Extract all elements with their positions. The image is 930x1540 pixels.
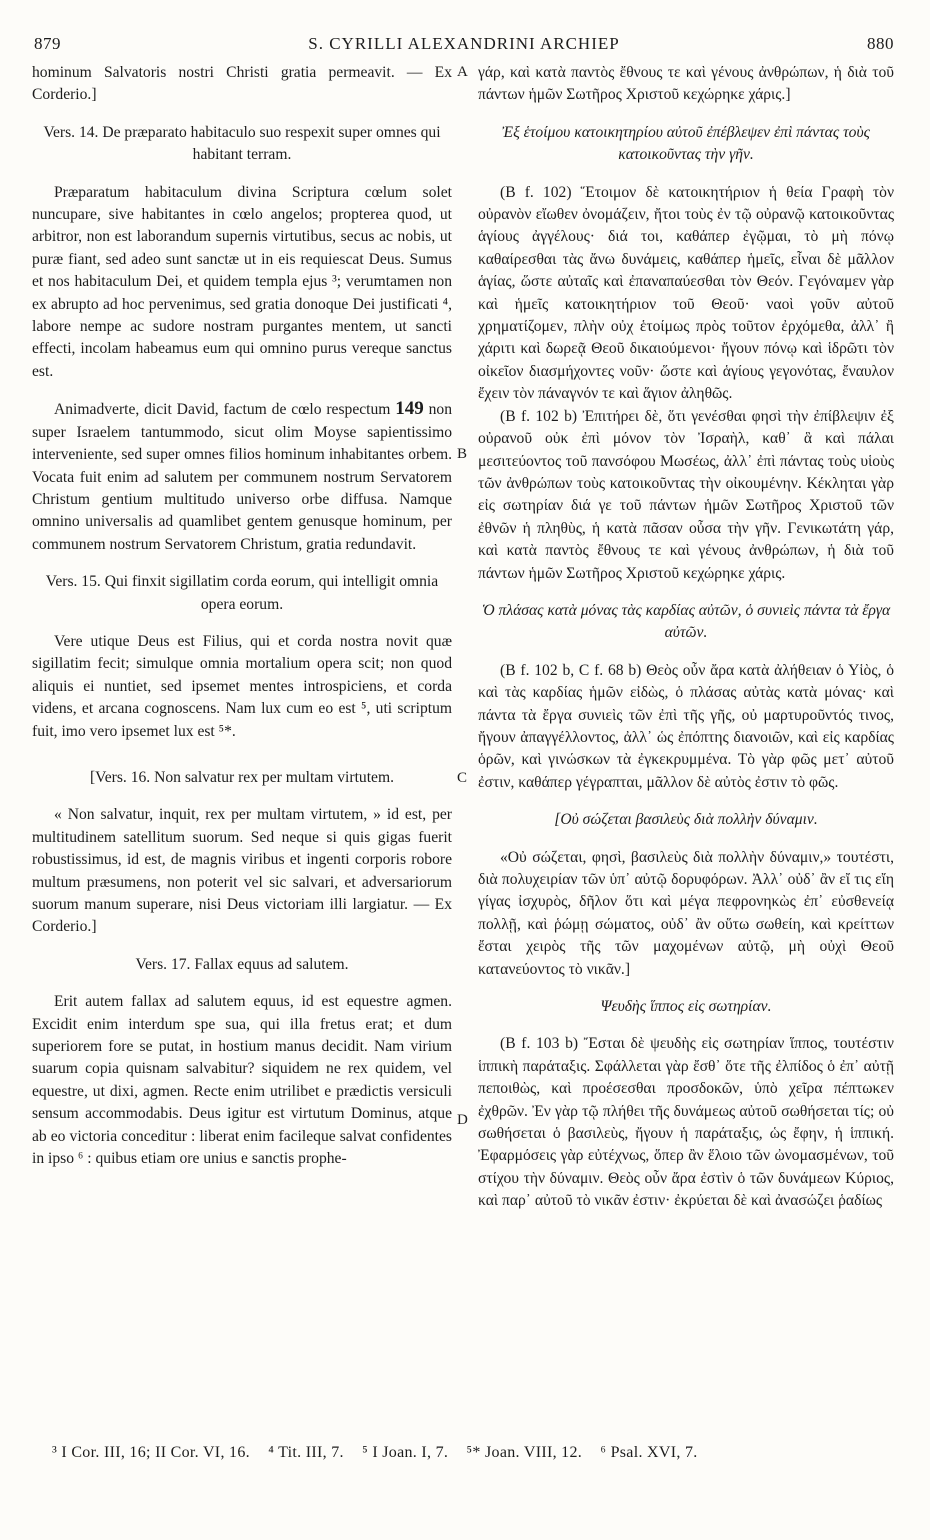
section-marker-b: B [457, 446, 468, 462]
page-number-right: 880 [867, 34, 894, 53]
greek-verse-16-heading: [Οὐ σώζεται βασιλεὺς διὰ πολλὴν δύναμιν. [554, 811, 818, 829]
section-marker-c: C [457, 770, 468, 786]
greek-paragraph-3: (B f. 102 b, C f. 68 b) Θεὸς οὖν ἄρα κατὰ ἀλήθειαν ὁ Υἱὸς, ὁ καὶ τὰς καρδίας ἡμῶν εἰδὼς, ὁ πλάσας αὐτὰς κατὰ μόνας· καὶ πάντα τὰ ἔργα συνιεὶς τῶν ἐπὶ τῆς γῆς, οὐ μαρτυροῦντός τινος, ἤγουν ἀπαγγέλλοντος, ἀλλ᾽ ὡς ἐπόπτης διανοιῶν, καὶ εἰς καρδίας ὁρῶν, καὶ γινώσκων τὰ ἐγκεκρυμμένα. Τὸ γὰρ φῶς μετ᾽ αὐτοῦ ἐστιν, καθάπερ γέγραπται, μᾶλλον δὲ αὐτὸς ἐστιν τὸ φῶς. [478, 661, 894, 791]
latin-paragraph-4: « Non salvatur, inquit, rex per multam virtutem, » id est, per multitudinem satellitum suorum. Sed neque si quis gigas fuerit robustissimus, id est, de magnis viribus et ingenti corporis robore multum præsumens, non poterit vel sic salvari, et adversariorum suorum manum superare, nisi Deus victoriam illi largiatur. — Ex Corderio.] [32, 806, 452, 936]
section-marker-d: D [457, 1112, 468, 1128]
greek-verse-17-heading: Ψευδὴς ἵππος εἰς σωτηρίαν. [600, 998, 772, 1016]
footnote-4: ⁴ Tit. III, 7. [268, 1444, 344, 1461]
greek-paragraph-1: (B f. 102) Ἕτοιμον δὲ κατοικητήριον ἡ θεία Γραφὴ τὸν οὐρανὸν εἴωθεν ὀνομάζειν, ἤτοι τοὺς ἐν τῷ οὐρανῷ κατοικοῦντας ἁγίους ἀγγέλους· διά τοι, καθάπερ ἐγῷμαι, τὸ μὴ πόνῳ καθαίρεσθαι τὰς ἄνω δυνάμεις, καθάπερ ἡμεῖς, εἶναι δὲ μᾶλλον ἁγίας, ὥστε αὐταῖς καὶ ἐπαναπαύεσθαι τὸν Θεόν. Γεγόναμεν γὰρ καὶ ἡμεῖς κατοικητήριον τοῦ Θεοῦ· ναοὶ γοῦν αὐτοῦ χρηματίζομεν, πλὴν οὐχ ἑτοίμως πρὸς τοῦτον ἐρχόμεθα, ἀλλ᾽ ἢ χάριτι καὶ δωρεᾷ Θεοῦ δικαιούμενοι· ἤγουν πόνῳ καὶ ἱδρῶτι τὸν οἰκεῖον διασμήχοντες νοῦν· ὥστε καὶ ἁγίους γεγονότας, ἔναυλον ἔχειν τὸν πάναγνόν τε καὶ ἅγιον ἀληθῶς. [478, 183, 894, 403]
latin-paragraph-2b: non super Israelem tantummodo, sicut olim Moyse sapientissimo interveniente, sed super omnes filios hominum inhabitantes orbem. Vocata fuit enim ad salutem per communem nostrum Servatorem Christum gentium multitudo universo orbe diffusa. Namque omnino universalis ad quamlibet gentem genusque hominum, per communem nostrum Servatorem Christum, gratia redundavit. [32, 401, 452, 553]
latin-verse-17-heading: Vers. 17. Fallax equus ad salutem. [135, 955, 349, 973]
greek-verse-15-heading: Ὁ πλάσας κατὰ μόνας τὰς καρδίας αὐτῶν, ὁ συνιεὶς πάντα τὰ ἔργα αὐτῶν. [481, 601, 891, 642]
greek-paragraph-0: γάρ, καὶ κατὰ παντὸς ἔθνους τε καὶ γένους ἀνθρώπων, ἡ διὰ τοῦ πάντων ἡμῶν Σωτῆρος Χριστοῦ κεχώρηκε χάρις.] [478, 64, 894, 104]
greek-paragraph-2: (B f. 102 b) Ἐπιτήρει δὲ, ὅτι γενέσθαι φησὶ τὴν ἐπίβλεψιν ἐξ οὐρανοῦ οὐκ ἐπὶ μόνον τὸν Ἰσραὴλ, καθ᾽ ἃ καὶ πάλαι μεσιτεύοντος τοῦ πανσόφου Μωσέως, ἀλλ᾽ ἐπὶ πάντας τοὺς υἱοὺς τῶν ἀνθρώπων τοὺς κατοικοῦντας τὴν οἰκουμένην. Κέκληται γὰρ εἰς σωτηρίαν διά γε τοῦ πάντων ἡμῶν Σωτῆρος Χριστοῦ τῶν ἐθνῶν ἡ πληθὺς, ἡ κατὰ πᾶσαν οὖσα τὴν γῆν. Γενικωτάτη γάρ, καὶ κατὰ παντὸς ἔθνους τε καὶ γένους ἀνθρώπων, ἡ διὰ τοῦ πάντων ἡμῶν Σωτῆρος Χριστοῦ κεχώρηκε χάρις. [478, 407, 894, 582]
footnote-6: ⁶ Psal. XVI, 7. [600, 1444, 698, 1461]
latin-verse-16-heading: [Vers. 16. Non salvatur rex per multam virtutem. [89, 768, 394, 786]
running-header [34, 34, 894, 58]
margin-page-number: 149 [395, 398, 424, 420]
footnotes [52, 1444, 712, 1462]
footnote-5: ⁵ I Joan. I, 7. [362, 1444, 449, 1461]
latin-paragraph-1: Præparatum habitaculum divina Scriptura cœlum solet nuncupare, sive habitantes in cœlo angelos; propterea quod, ut arbitror, non est laborandum supernis virtutibus, secus ac nobis, ut puræ fiant, sed adeo sunt sanctæ ut in eis requiescat Deus. Sumus et nos habitaculum Dei, et quidem templa ejus ³; verumtamen non ex abrupto ad hoc pervenimus, sed gratia donoque Dei justificati ⁴, labore nempe ac sudore nostram purgantes mentem, ut sancti effecti, incolam habeamus eum qui omnino purus vereque sanctus est. [32, 183, 452, 380]
latin-paragraph-5: Erit autem fallax ad salutem equus, id est equestre agmen. Excidit enim interdum spe sua, qui illa fretus erat; et dum superiorem fore se putat, in hostium manus decidit. Nam virium suarum copia quisnam salvabitur? siquidem ne rex quidem, vel equestre, ut dixi, agmen. Recte enim utrilibet e prædictis versiculi sensum accommodabis. Deus igitur est virtutum Dominus, atque ab eo victoria conceditur : liberat enim facileque salvat confidentes in ipso ⁶ : quibus etiam ore unius e sanctis prophe- [32, 993, 452, 1168]
page-number-left: 879 [34, 34, 61, 53]
greek-paragraph-5: (B f. 103 b) Ἔσται δὲ ψευδὴς εἰς σωτηρίαν ἵππος, τουτέστιν ἱππικὴ παράταξις. Σφάλλεται γὰρ ἔσθ᾽ ὅτε τῆς ἐλπίδος ὁ ἐπ᾽ αὐτῇ πεποιθὼς, καὶ προέσεσθαι προσδοκῶν, ὑπὸ χεῖρα πέπτωκεν ἐχθρῶν. Ἐν γὰρ τῷ πλήθει τῆς δυνάμεως αὐτοῦ σωθήσεται τίς; οὐ σωθήσεται ὁ βασιλεὺς, ἤγουν ἡ παράταξις, ὡς ἔφην, ἡ ἱππική. Ἐφαρμόσεις γὰρ εὐτέχνως, ὅπερ ἂν ἕλοιο τῶν ὠνομασμένων, τοῦ στίχου τὴν δύναμιν. Θεὸς οὖν ἄρα ἐστὶν ὁ τῶν δυνάμεων Κύριος, καὶ παρ᾽ αὐτοῦ τὸ νικᾶν ἐστιν· ἐκρύεται δὲ καὶ ἀνασώζει ῥαδίως [478, 1035, 894, 1210]
latin-paragraph-2 [32, 398, 452, 556]
latin-paragraph-2a: Animadverte, dicit David, factum de cœlo respectum [54, 401, 391, 419]
greek-paragraph-4: «Οὐ σώζεται, φησὶ, βασιλεὺς διὰ πολλὴν δύναμιν,» τουτέστι, διὰ πολυχειρίαν τῶν ὑπ᾽ αὐτῷ δορυφόρων. Ἀλλ᾽ οὐδ᾽ ἂν εἴ τις εἴη γίγας ἰσχυρὸς, δῆλον ὅτι καὶ μέγα πεφρονηκὼς ἐπ᾽ εὐσθενείᾳ πολλῇ, καὶ ῥώμῃ σώματος, οὐδ᾽ ἂν οὕτω σωθείη, καὶ κρείττων ἔσται χειρὸς τῆς τῶν μαχομένων αὐτῷ, μὴ οὐχὶ Θεοῦ κατανεύοντος τὸ νικᾶν.] [478, 848, 894, 978]
greek-verse-14-heading: Ἐξ ἑτοίμου κατοικητηρίου αὐτοῦ ἐπέβλεψεν ἐπὶ πάντας τοὺς κατοικοῦντας τὴν γῆν. [502, 123, 870, 164]
footnote-5b: ⁵* Joan. VIII, 12. [466, 1444, 583, 1461]
latin-column [32, 62, 452, 1170]
footnote-3: ³ I Cor. III, 16; II Cor. VI, 16. [52, 1444, 250, 1461]
section-marker-a: A [457, 64, 468, 80]
latin-verse-15-heading: Vers. 15. Qui finxit sigillatim corda eorum, qui intelligit omnia opera eorum. [45, 573, 439, 613]
latin-paragraph-3: Vere utique Deus est Filius, qui et corda nostra novit quæ sigillatim fecit; simulque omnia mortalium opera scit; non quod aliquis ei nuntiet, sed ipsemet mentes introspiciens, et corda videns, et arcana cognoscens. Nam lux cum eo est ⁵, uti scriptum fuit, imo vero ipsemet lux est ⁵*. [32, 632, 452, 740]
greek-column [478, 62, 894, 1213]
running-title: S. CYRILLI ALEXANDRINI ARCHIEP [308, 34, 620, 53]
latin-verse-14-heading: Vers. 14. De præparato habitaculo suo respexit super omnes qui habitant terram. [43, 123, 441, 164]
latin-paragraph-0: hominum Salvatoris nostri Christi gratia permeavit. — Ex Corderio.] [32, 64, 452, 104]
